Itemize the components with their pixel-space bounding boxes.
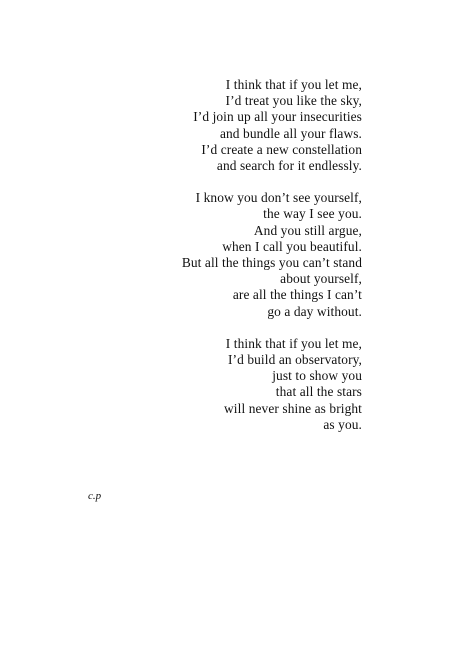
poem-line: I’d build an observatory, bbox=[227, 352, 362, 368]
poem-line: I’d create a new constellation bbox=[201, 141, 362, 157]
stanza-2 bbox=[62, 190, 362, 320]
poem-line: about yourself, bbox=[280, 271, 362, 287]
poem-line: that all the stars bbox=[275, 384, 362, 400]
poem bbox=[62, 77, 362, 433]
poem-line: when I call you beautiful. bbox=[222, 238, 362, 254]
poem-line: as you. bbox=[323, 416, 362, 432]
poem-line: and search for it endlessly. bbox=[216, 158, 362, 174]
poem-line: I think that if you let me, bbox=[225, 335, 362, 351]
poem-line: just to show you bbox=[272, 368, 362, 384]
poem-line: I know you don’t see yourself, bbox=[195, 190, 362, 206]
poem-line: go a day without. bbox=[267, 303, 362, 319]
poem-line: will never shine as bright bbox=[224, 400, 362, 416]
poem-line: and bundle all your flaws. bbox=[219, 125, 362, 141]
poem-line: the way I see you. bbox=[263, 206, 362, 222]
author-signature: c.p bbox=[88, 490, 102, 502]
stanza-1 bbox=[62, 77, 362, 174]
poem-line: But all the things you can’t stand bbox=[181, 255, 362, 271]
stanza-3 bbox=[62, 336, 362, 433]
poem-line: I’d join up all your insecurities bbox=[193, 109, 362, 125]
poem-line: I’d treat you like the sky, bbox=[225, 93, 362, 109]
poem-line: are all the things I can’t bbox=[232, 287, 362, 303]
poem-line: And you still argue, bbox=[253, 222, 362, 238]
poem-line: I think that if you let me, bbox=[225, 77, 362, 92]
